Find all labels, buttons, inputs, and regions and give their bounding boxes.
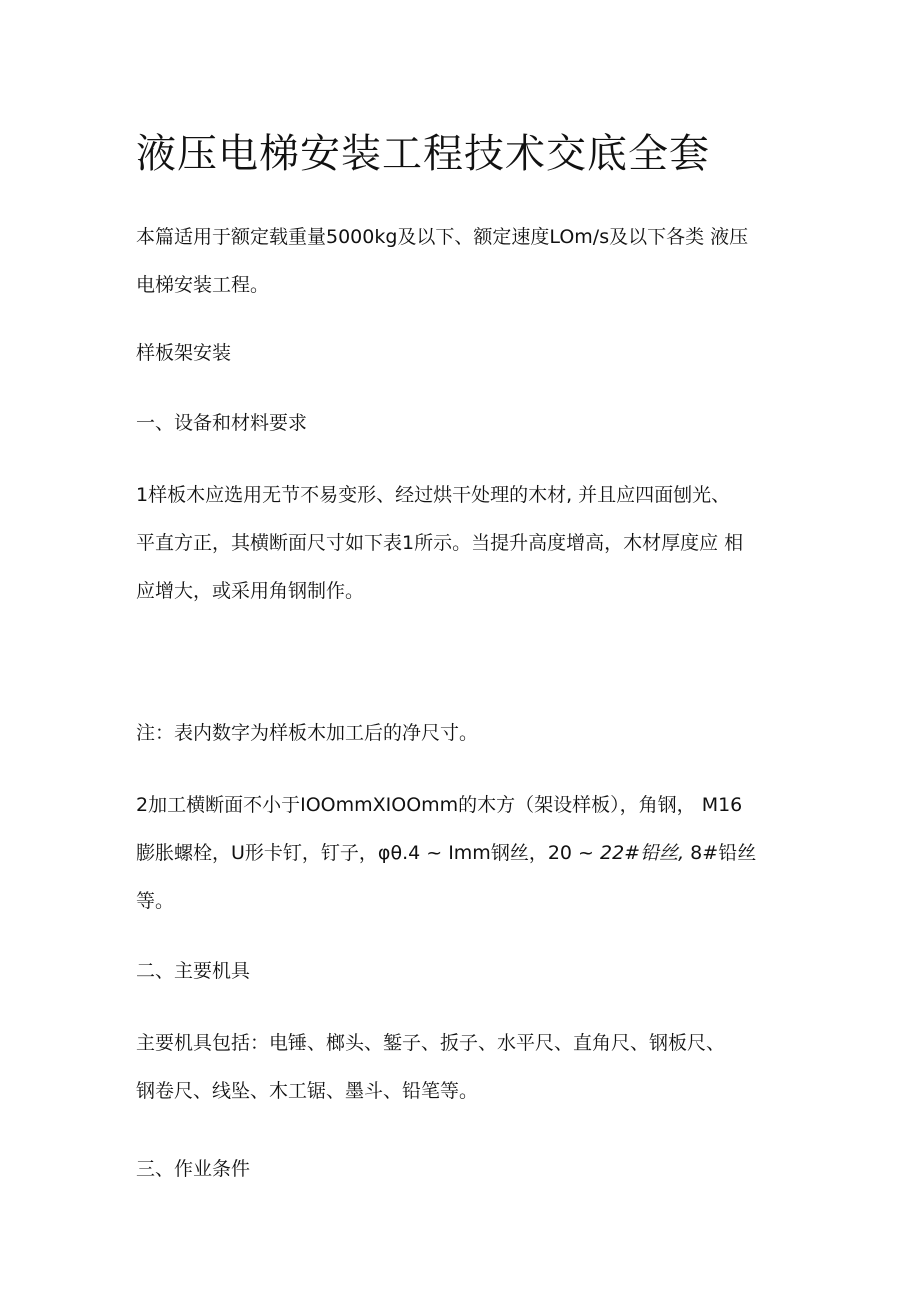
section-heading: 样板架安装 bbox=[136, 342, 232, 364]
item-2-line-2-start: 膨胀螺栓，U形卡钉，钉子，φθ.4 ~ Imm钢丝，20 ~ bbox=[136, 842, 600, 864]
item-1-line-3: 应增大，或采用角钢制作。 bbox=[136, 580, 365, 602]
intro-line-2: 电梯安装工程。 bbox=[136, 274, 270, 296]
item-2-line-3: 等。 bbox=[136, 890, 175, 912]
document-title: 液压电梯安装工程技术交底全套 bbox=[136, 131, 710, 177]
item-2-line-2-end: 8#铅丝 bbox=[684, 842, 757, 864]
item-2-line-2-italic: 22#铅丝, bbox=[600, 842, 685, 864]
heading-equipment-materials: 一、设备和材料要求 bbox=[136, 412, 308, 434]
item-1-line-1: 1样板木应选用无节不易变形、经过烘干处理的木材, 并且应四面刨光、 bbox=[136, 484, 731, 506]
tools-line-1: 主要机具包括：电锤、榔头、錾子、扳子、水平尺、直角尺、钢板尺、 bbox=[136, 1032, 726, 1054]
heading-main-tools: 二、主要机具 bbox=[136, 960, 251, 982]
intro-line-1: 本篇适用于额定载重量5000kg及以下、额定速度LOm/s及以下各类 液压 bbox=[136, 226, 749, 248]
item-1-line-2: 平直方正，其横断面尺寸如下表1所示。当提升高度增高，木材厚度应 相 bbox=[136, 532, 744, 554]
item-2-line-2 bbox=[136, 840, 756, 866]
item-2-line-1: 2加工横断面不小于IOOmmXIOOmm的木方（架设样板），角钢， M16 bbox=[136, 794, 743, 816]
tools-line-2: 钢卷尺、线坠、木工锯、墨斗、铅笔等。 bbox=[136, 1080, 479, 1102]
heading-work-conditions: 三、作业条件 bbox=[136, 1158, 251, 1180]
table-note: 注：表内数字为样板木加工后的净尺寸。 bbox=[136, 722, 479, 744]
